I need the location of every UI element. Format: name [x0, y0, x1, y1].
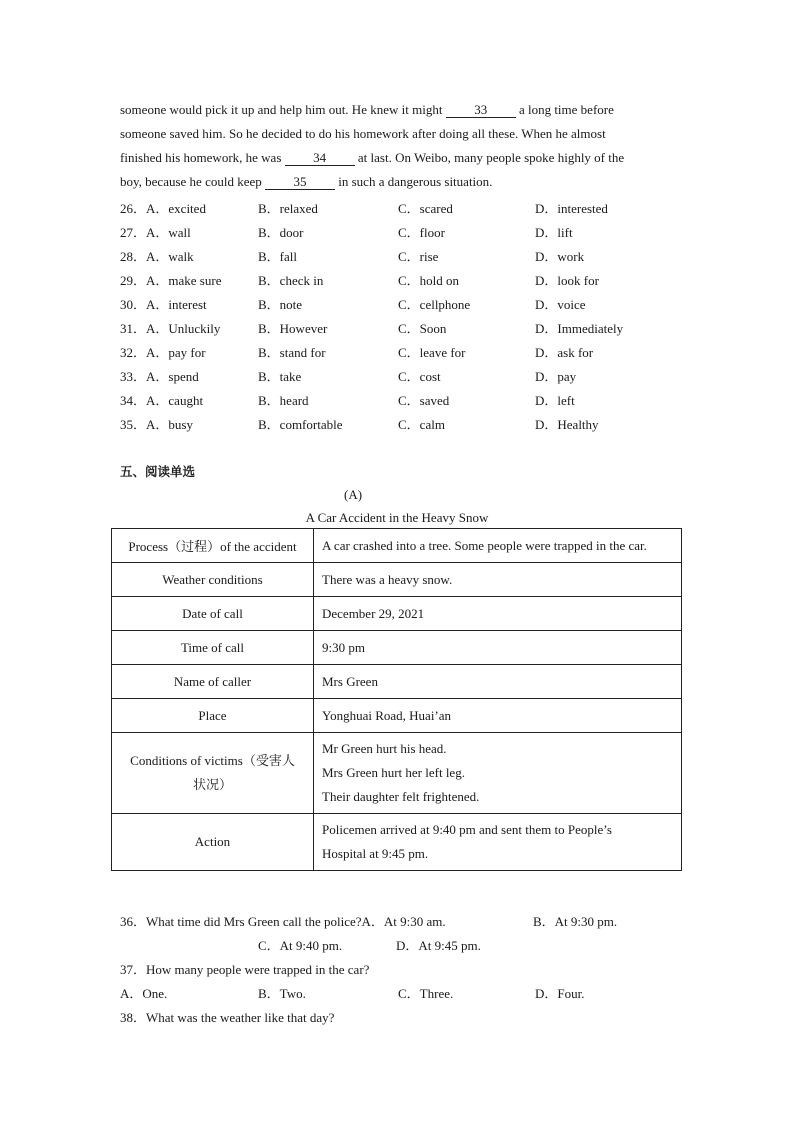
table-row [112, 699, 682, 733]
option-b: B．heard [258, 393, 309, 408]
table-row [112, 597, 682, 631]
table-key: Process（过程）of the accident [112, 529, 314, 563]
option-b: B．At 9:30 pm. [533, 914, 618, 929]
option-b: B．comfortable [258, 417, 343, 432]
option-d: D．voice [535, 297, 586, 312]
value-line: Mr Green hurt his head. [322, 741, 447, 756]
blank-33: 33 [446, 103, 516, 118]
table-row [112, 814, 682, 871]
question-37-options [120, 983, 680, 1003]
option-d: D．Immediately [535, 321, 624, 336]
question-37: 37．How many people were trapped in the car? [120, 962, 370, 977]
option-d: D．Four. [535, 986, 585, 1001]
option-c: C．saved [398, 393, 450, 408]
option-b: B．relaxed [258, 201, 318, 216]
cloze-question-26 [120, 198, 680, 218]
table-key: Action [112, 814, 314, 871]
table-value: December 29, 2021 [314, 597, 682, 631]
table-key: Weather conditions [112, 563, 314, 597]
option-a: 35．A．busy [120, 417, 193, 432]
table-title: A Car Accident in the Heavy Snow [305, 510, 489, 525]
option-c: C．Soon [398, 321, 447, 336]
cloze-question-33 [120, 366, 680, 386]
passage-text: a long time before [518, 102, 614, 117]
option-a: 29．A．make sure [120, 273, 222, 288]
option-c: C．leave for [398, 345, 466, 360]
option-d: D．Healthy [535, 417, 599, 432]
table-row [112, 665, 682, 699]
option-b: B．note [258, 297, 303, 312]
option-b: B．door [258, 225, 304, 240]
option-c: C．floor [398, 225, 445, 240]
passage-line-4 [120, 174, 492, 190]
table-key: Time of call [112, 631, 314, 665]
option-c: C．cost [398, 369, 441, 384]
option-a: A．At 9:30 am. [361, 914, 446, 929]
option-a: A．One. [120, 986, 168, 1001]
option-b: B．take [258, 369, 302, 384]
option-d: D．left [535, 393, 575, 408]
option-a: 34．A．caught [120, 393, 204, 408]
option-a: 30．A．interest [120, 297, 207, 312]
question-38: 38．What was the weather like that day? [120, 1010, 335, 1025]
table-row [112, 529, 682, 563]
cloze-question-35 [120, 414, 680, 434]
key-line: 状况） [192, 777, 232, 792]
option-d: D．work [535, 249, 585, 264]
table-row [112, 631, 682, 665]
option-d: D．ask for [535, 345, 594, 360]
option-a: 26．A．excited [120, 201, 206, 216]
table-value: There was a heavy snow. [314, 563, 682, 597]
table-value [314, 733, 682, 814]
cloze-question-31 [120, 318, 680, 338]
option-a: 33．A．spend [120, 369, 199, 384]
option-c: C．Three. [398, 986, 454, 1001]
passage-text: in such a dangerous situation. [338, 174, 493, 189]
cloze-question-27 [120, 222, 680, 242]
value-line: Mrs Green hurt her left leg. [322, 765, 465, 780]
option-d: D．lift [535, 225, 573, 240]
value-line: Their daughter felt frightened. [322, 789, 480, 804]
table-key: Place [112, 699, 314, 733]
option-a: 32．A．pay for [120, 345, 206, 360]
option-a: 31．A．Unluckily [120, 321, 221, 336]
cloze-question-30 [120, 294, 680, 314]
question-36 [120, 911, 446, 930]
cloze-question-29 [120, 270, 680, 290]
question-text: 36．What time did Mrs Green call the police? [120, 914, 362, 929]
value-line: Hospital at 9:45 pm. [322, 846, 429, 861]
passage-text: at last. On Weibo, many people spoke highly of the [357, 150, 625, 165]
cloze-question-34 [120, 390, 680, 410]
option-d: D．look for [535, 273, 599, 288]
value-line: Policemen arrived at 9:40 pm and sent them to People’s [322, 822, 612, 837]
blank-34: 34 [285, 151, 355, 166]
option-b: B．Two. [258, 986, 306, 1001]
option-b: B．However [258, 321, 328, 336]
passage-line-1 [120, 102, 614, 118]
blank-35: 35 [265, 175, 335, 190]
option-d: D．pay [535, 369, 577, 384]
section-title: 五、阅读单选 [120, 464, 196, 479]
option-d: D．interested [535, 201, 608, 216]
table-row [112, 563, 682, 597]
option-a: 27．A．wall [120, 225, 191, 240]
option-b: B．stand for [258, 345, 326, 360]
table-value: A car crashed into a tree. Some people were trapped in the car. [314, 529, 682, 563]
table-value [314, 814, 682, 871]
option-b: B．fall [258, 249, 297, 264]
option-b: B．check in [258, 273, 324, 288]
passage-text: boy, because he could keep [120, 174, 262, 189]
option-c: C．cellphone [398, 297, 471, 312]
option-a: 28．A．walk [120, 249, 194, 264]
key-line: Conditions of victims（受害人 [130, 753, 295, 768]
option-c: C．scared [398, 201, 453, 216]
cloze-question-32 [120, 342, 680, 362]
table-key: Name of caller [112, 665, 314, 699]
option-c: C．rise [398, 249, 439, 264]
passage-text: finished his homework, he was [120, 150, 282, 165]
option-d: D．At 9:45 pm. [396, 938, 481, 953]
table-value: Yonghuai Road, Huai’an [314, 699, 682, 733]
passage-label: (A) [344, 487, 363, 502]
passage-line-3 [120, 150, 624, 166]
table-row [112, 733, 682, 814]
passage-text: someone would pick it up and help him out. He knew it might [120, 102, 443, 117]
passage-line-2: someone saved him. So he decided to do his homework after doing all these. When he almost [120, 126, 606, 141]
table-value: 9:30 pm [314, 631, 682, 665]
table-value: Mrs Green [314, 665, 682, 699]
table-key: Date of call [112, 597, 314, 631]
cloze-question-28 [120, 246, 680, 266]
option-c: C．calm [398, 417, 445, 432]
option-c: C．At 9:40 pm. [258, 938, 343, 953]
option-c: C．hold on [398, 273, 460, 288]
table-key [112, 733, 314, 814]
accident-table [111, 528, 682, 871]
